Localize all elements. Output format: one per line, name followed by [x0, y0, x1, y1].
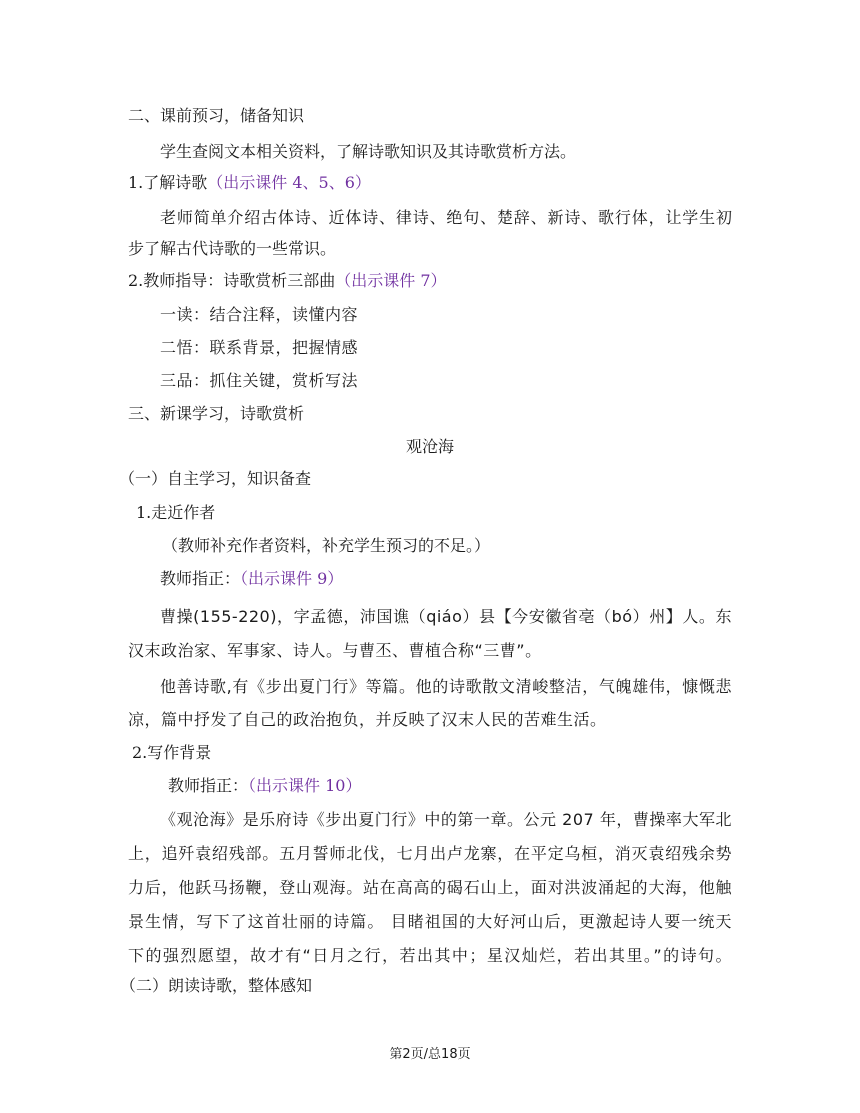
paragraph-poetry-intro-cont: 步了解古代诗歌的一些常识。	[128, 239, 337, 258]
paragraph-preview-task: 学生查阅文本相关资料，了解诗歌知识及其诗歌赏析方法。	[160, 142, 577, 161]
step-read: 一读：结合注释，读懂内容	[160, 305, 359, 324]
paragraph-background: 《观沧海》是乐府诗《步出夏门行》中的第一章。公元 207 年，曹操率大军北	[160, 810, 732, 829]
slide-reference: （出示课件 9）	[240, 569, 344, 588]
paragraph-cao-cao-bio-cont: 汉末政治家、军事家、诗人。与曹丕、曹植合称“三曹”。	[128, 641, 542, 660]
correction-label: 教师指正：	[160, 569, 241, 588]
slide-reference: （出示课件 7）	[335, 271, 447, 290]
slide-reference: （出示课件 4、5、6）	[207, 173, 371, 192]
page-number: 第2页/总18页	[389, 1047, 471, 1062]
step-understand: 二悟：联系背景，把握情感	[160, 338, 359, 357]
paragraph-poetry-intro: 老师简单介绍古体诗、近体诗、律诗、绝句、楚辞、新诗、歌行体，让学生初	[160, 208, 732, 227]
subsection-heading-self-study: （一）自主学习，知识备查	[119, 469, 312, 488]
paragraph-poetry-style-cont: 凉，篇中抒发了自己的政治抱负，并反映了汉末人民的苦难生活。	[128, 710, 607, 729]
item-understand-poetry	[128, 172, 371, 194]
item-teacher-guidance	[128, 270, 447, 292]
paragraph-background-line4: 景生情，写下了这首壮丽的诗篇。 目睹祖国的大好河山后，更激起诗人要一统天	[128, 912, 732, 931]
item-label: 1.了解诗歌	[128, 173, 208, 192]
poem-title: 观沧海	[405, 437, 454, 456]
paragraph-cao-cao-bio: 曹操(155-220)，字孟德，沛国谯（qiáo）县【今安徽省亳（bó）州】人。东	[160, 607, 732, 626]
teacher-correction-author	[160, 568, 343, 590]
paragraph-background-line2: 上，追歼袁绍残部。五月誓师北伐，七月出卢龙寨，在平定乌桓，消灭袁绍残余势	[128, 844, 732, 863]
slide-reference: （出示课件 10）	[248, 776, 362, 795]
paragraph-background-line3: 力后，他跃马扬鞭，登山观海。站在高高的碣石山上，面对洪波涌起的大海，他触	[128, 878, 732, 897]
item-label: 2.教师指导：诗歌赏析三部曲	[128, 271, 336, 290]
item-writing-background: 2.写作背景	[132, 743, 212, 762]
section-heading-preview: 二、课前预习，储备知识	[128, 106, 305, 125]
paragraph-author-note: （教师补充作者资料，补充学生预习的不足。）	[162, 536, 491, 555]
correction-label: 教师指正：	[168, 776, 249, 795]
teacher-correction-background	[168, 775, 361, 797]
paragraph-poetry-style: 他善诗歌,有《步出夏门行》等篇。他的诗歌散文清峻整洁，气魄雄伟，慷慨悲	[160, 677, 732, 696]
item-author: 1.走近作者	[136, 503, 216, 522]
paragraph-background-line5: 下的强烈愿望，故才有“日月之行，若出其中；星汉灿烂，若出其里。”的诗句。	[128, 946, 732, 965]
section-heading-new-lesson: 三、新课学习，诗歌赏析	[128, 404, 305, 423]
subsection-heading-reading: （二）朗读诗歌，整体感知	[120, 976, 313, 995]
step-appreciate: 三品：抓住关键，赏析写法	[160, 371, 359, 390]
